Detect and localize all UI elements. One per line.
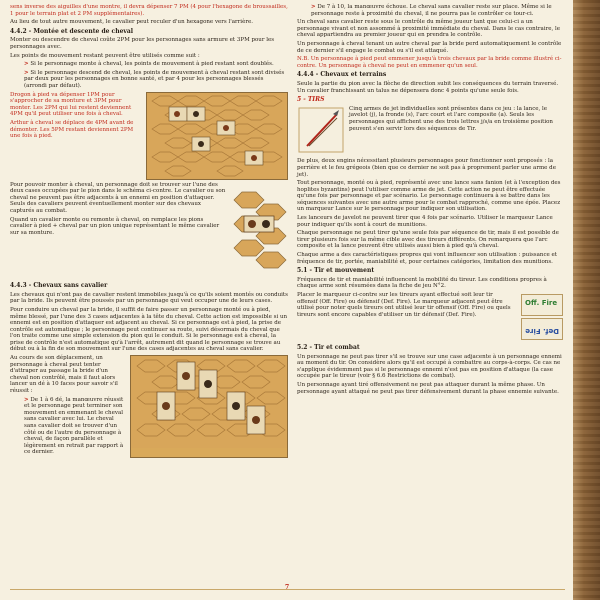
weapons-block [297, 106, 565, 157]
p52-1: Un personnage ne peut pas tirer s'il se trouve sur une case adjacente à un personnage ennemi au moment du tir. On considère alors qu'il est occupé à combattre au corps-à-corps. Ce cas ne s'applique évidemment pas si le personnage ennemi n'est pas en position d'attaque (la case occupée par le tireur (voir § 6.6 Restrictions de combat). [297, 353, 562, 380]
heading-5-2: 5.2 - Tir et combat [297, 344, 360, 351]
mount-diagram [230, 182, 288, 281]
p5-5: Chaque personnage ne peut tirer qu'une seule fois par séquence de tir, mais il est possible de tirer plusieurs fois sur la même cible avec des tireurs différents. On remarquera que l'arc composite et la lance peuvent être utilisés aussi bien à pied qu'à cheval. [297, 230, 559, 250]
fire-marker-counters [519, 292, 565, 342]
chevron-icon: > [24, 69, 29, 76]
mount-diagram-block [10, 182, 288, 281]
p52-2: Un personnage ayant tiré offensivement ne peut pas attaquer durant la même phase. Un personnage ayant attaqué ne peut pas tirer défensivement durant la phase ennemie suivante. [297, 381, 559, 395]
p443-2: Pour conduire un cheval par la bride, il suffit de faire passer un personnage monté ou à pied, même blessé, par l'une des 3 cases adjacentes à la tête du cheval. Cette action est impossible si un ennemi est en position d'attaquer est adjacent au cheval. Si ce personnage est à pied, la prise de contrôle est automatique ; le personnage peut continuer sa route, suivi désormais du cheval que l'on traite comme une simple extension du pion qui le conduit. Si le personnage est à cheval, la prise de contrôle n'est automatique qu'à l'arrêt, autrement dit quand le personnage se trouve au début ou à la fin de son mouvement sur l'une des cases adjacentes au cheval sans cavalier. [10, 306, 288, 353]
p5-2: De plus, deux engins nécessitant plusieurs personnages pour fonctionner sont proposés : la perrière et le feu grégeois (bien que ce dernier ne soit pas à proprement parler une arme de jet). [297, 158, 556, 178]
p-remonte: Quand un cavalier monte ou remonte à cheval, on remplace les pions cavalier à pied + cheval par un pion unique représentant le même cavalier sur sa monture. [10, 216, 220, 236]
heading-4-4-3: 4.4.3 - Chevaux sans cavalier [10, 282, 108, 290]
right-column [297, 4, 565, 397]
bridle-block [10, 355, 288, 458]
p5-4: Les lanceurs de javelot ne peuvent tirer que 4 fois par scénario. Utiliser le marqueur Lance pour indiquer qu'ils sont à court de munitions. [297, 215, 553, 228]
page-number: 7 [285, 584, 290, 591]
heading-5-tirs: 5 - TIRS [297, 96, 325, 104]
p5-3: Tout personnage, monté ou à pied, représenté avec une lance sans fanion (et à l'exception des hoplites byzantins) peut l'utiliser comme arme de jet. Cette action ne peut être effectuée qu'une fois par personnage et par scénario. Le personnage continuera à se battre dans les séquences suivantes avec une autre arme pour le combat rapproché, comme une épée. Placez un marqueur Lance sur le personnage pour indiquer son utilisation. [297, 180, 561, 213]
p444: Seule la partie du pion avec la flèche de direction subit les conséquences du terrain traversé. Un cavalier franchissant un talus ne dépensera donc 4 points qu'une seule fois. [297, 80, 559, 94]
bullet-442-1: > Si le personnage monte à cheval, les points de mouvement à pied restant sont doublés. [24, 61, 274, 68]
left-column [10, 4, 288, 460]
hex-map-illustration [146, 92, 288, 180]
fire-marker-block [297, 292, 565, 342]
javelin-counter-icon [297, 106, 345, 157]
def-fire-marker: Def. Fire [521, 318, 563, 340]
p443-3: Au cours de son déplacement, un personnage à cheval peut tenter d'attraper au passage la bride d'un cheval non contrôlé, mais il faut alors lancer un dé à 10 faces pour savoir s'il réussit : [10, 355, 118, 395]
p5-1: Cinq armes de jet individuelles sont présentes dans ce jeu : la lance, le javelot (j), la fronde (s), l'arc court et l'arc composite (a). Seuls les personnages qui affichent une des trois lettres j/s/a en troisième position peuvent s'en servir lors des séquences de Tir. [349, 105, 553, 132]
off-fire-marker: Off. Fire [521, 294, 563, 316]
heading-5-1: 5.1 - Tir et mouvement [297, 267, 375, 275]
heading-4-4-4: 4.4.4 - Chevaux et terrains [297, 71, 387, 79]
chevron-icon: > [24, 396, 29, 403]
p442-2: Les points de mouvement restant peuvent être utilisés comme suit : [10, 52, 200, 59]
heading-4-4-2: 4.4.2 - Montée et descente de cheval [10, 27, 134, 35]
p-pion: Pour pouvoir monter à cheval, un personnage doit se trouver sur l'une des deux cases occupées par le pion dans le schéma ci-contre. Le cavalier ou son cheval ne peuvent pas être adjacents à un ennemi en position d'attaquer. Seuls des cavaliers peuvent éventuellement monter sur des chevaux capturés au combat. [10, 181, 226, 214]
nb-text: N.B. Un personnage à pied peut emmener jusqu'à trois chevaux par la bride comme illustré ci-contre. Un personnage à cheval ne peut en emmener qu'un seul. [297, 56, 562, 69]
p-r1: Un cheval sans cavalier reste sous le contrôle du même joueur tant que celui-ci a un personnage vivant et non assommé à proximité immédiate du cheval. Dans le cas contraire, le cheval appartiendra au premier joueur qui en prendra le contrôle. [297, 19, 560, 39]
bullet-7-10: > De 7 à 10, la manœuvre échoue. Le cheval sans cavalier reste sur place. Même si le personnage reste à proximité du cheval, il ne pourra pas le contrôler ce tour-ci. [311, 4, 552, 17]
p51-2: Placer le marqueur ci-contre sur les tireurs ayant effectué soit leur tir offensif (Off. Fire) ou défensif (Def. Fire). Le marqueur adjacent peut être utilisé pour noter quels tireurs ont utilisé leur tir offensif (Off. Fire) ou quels tireurs sont encore capables d'utiliser un tir défensif (Def. Fire). [297, 292, 511, 318]
chevron-icon: > [24, 61, 29, 68]
example-red-text-2: Arthur à cheval se déplace de 4PM avant de démonter. Les 5PM restant deviennent 2PM une fois à pied. [10, 119, 134, 140]
wood-grain [573, 0, 600, 600]
wood-edge-decoration [573, 0, 600, 600]
bridle-hex-illustration [130, 355, 288, 458]
p443-1: Les chevaux qui n'ont pas de cavalier restent immobiles jusqu'à ce qu'ils soient montés ou conduits par la bride. Ils peuvent être poussés par un personnage qui veut occuper une de leurs cases. [10, 291, 288, 305]
intro-text: Au lieu de tout autre mouvement, le cavalier peut reculer d'un hexagone vers l'arrière. [10, 19, 253, 26]
p-r2: Un personnage à cheval tenant un autre cheval par la bride perd automatiquement le contrôle de ce dernier s'il engage le combat ou s'il est attaqué. [297, 40, 562, 54]
chevron-icon: > [311, 4, 316, 10]
p5-6: Chaque arme a des caractéristiques propres qui vont influencer son utilisation : puissance et fréquence de tir, portée, maniabilité et, pour certaines catégories, limitation des munitions. [297, 252, 557, 265]
example-red-text: Drogon à pied va dépenser 1PM pour s'approcher de sa monture et 3PM pour monter. Les 2PM qui lui restent deviennent 4PM qu'il peut utiliser une fois à cheval. [10, 91, 132, 118]
mount-example-block [10, 92, 288, 180]
bullet-442-2: > Si le personnage descend de cheval, les points de mouvement à cheval restant sont divisés par deux pour les personnages en bonne santé, et par 4 pour les personnages blessés (arrondi par défaut). [24, 69, 285, 89]
bullet-443-1: > De 1 à 6 dé, la manœuvre réussit et le personnage peut terminer son mouvement en emmenant le cheval sans cavalier avec lui. Le cheval sans cavalier doit se trouver d'un côté ou de l'autre du personnage à cheval, de façon parallèle et légèrement en retrait par rapport à ce dernier. [24, 396, 124, 456]
p442-1: Monter ou descendre de cheval coûte 2PM pour les personnages sans armure et 3PM pour les personnages avec. [10, 37, 275, 50]
p51-1: Fréquence de tir et maniabilité influencent la mobilité du tireur. Les conditions propres à chaque arme sont résumées dans la fiche de jeu N°2. [297, 276, 547, 290]
intro-red-text: sens inverse des aiguilles d'une montre, il devra dépenser 7 PM (4 pour l'hexagone de broussailles, 1 pour le terrain plat et 2 PM supplémentaires). [10, 4, 288, 17]
